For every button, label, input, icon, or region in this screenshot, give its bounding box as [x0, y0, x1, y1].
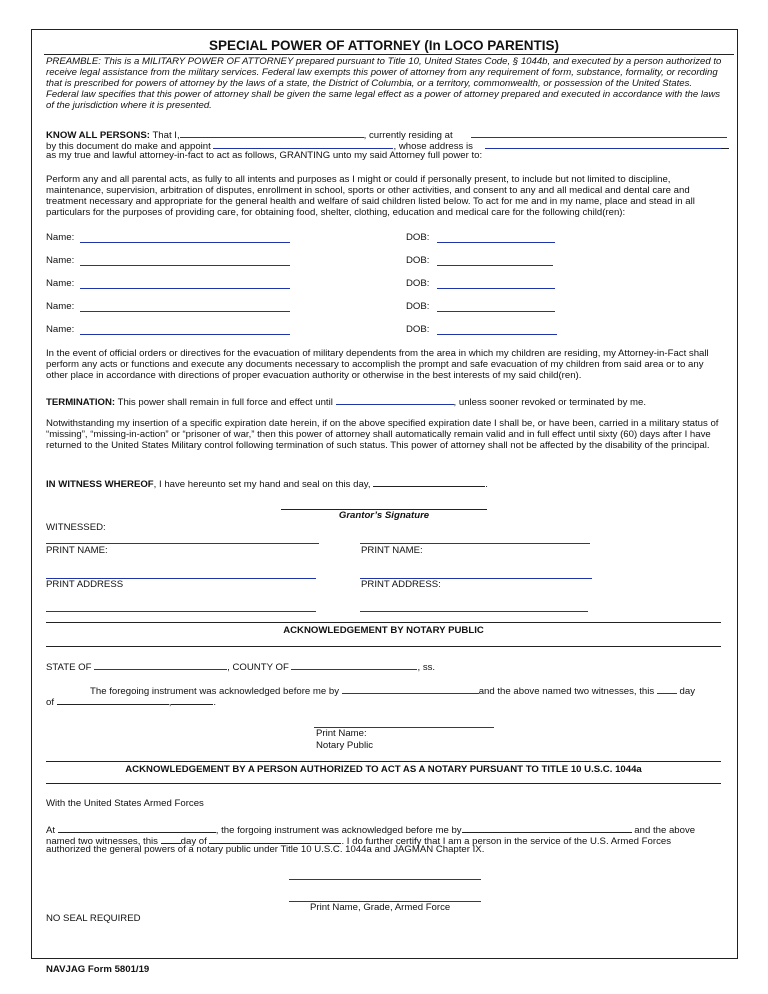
form-number: NAVJAG Form 5801/19 [46, 964, 150, 975]
acknowledged-by-field[interactable] [342, 683, 479, 694]
child-3-name-label: Name: [46, 278, 75, 289]
attorney-name-field[interactable] [213, 138, 393, 149]
child-3-name-field[interactable] [80, 288, 290, 289]
child-1-dob-field[interactable] [437, 242, 555, 243]
perform-paragraph [46, 174, 722, 218]
child-1-name-field[interactable] [80, 242, 290, 243]
witness-1-print-address-label: PRINT ADDRESS [46, 579, 124, 590]
child-3-dob-label: DOB: [406, 278, 430, 289]
child-2-dob-label: DOB: [406, 255, 430, 266]
principal-address-field[interactable] [471, 137, 727, 138]
print-grade-label: Print Name, Grade, Armed Force [310, 902, 451, 913]
witness-line [46, 476, 488, 490]
ss-label: , ss. [417, 662, 436, 673]
witnessed-label: WITNESSED: [46, 522, 106, 533]
witness-heading: IN WITNESS WHEREOF [46, 479, 154, 490]
child-4-dob-field[interactable] [437, 311, 555, 312]
title-rule [44, 54, 734, 55]
witness-2-signature-field[interactable] [360, 543, 590, 544]
child-2-dob-field[interactable] [437, 265, 553, 266]
state-county-line [46, 659, 435, 673]
address-tail [721, 148, 729, 149]
termination-tail: , unless sooner revoked or terminated by me. [453, 397, 647, 408]
at-label: At [46, 825, 56, 836]
evacuation-paragraph: In the event of official orders or directives for the evacuation of military dependents from the area in which my children are residing, my Attorney-in-Fact shall perform any acts or functions and execute any documents necessary to accomplish the prompt and safe evacuation of my children from said area or to any other place in accordance with directions of proper evacuation authority or otherwise in the best interests of my said child(ren). [46, 348, 709, 381]
authorized-day-field[interactable] [161, 833, 181, 844]
authorized-rule-top [46, 761, 721, 762]
notary-public-label: Notary Public [316, 740, 374, 751]
child-5-name-field[interactable] [80, 334, 290, 335]
know-all-heading: KNOW ALL PERSONS: [46, 130, 150, 141]
authorized-location-field[interactable] [58, 822, 216, 833]
child-5-dob-field[interactable] [437, 334, 557, 335]
of-label: of [46, 697, 55, 708]
day-label: day [679, 686, 695, 697]
form-title: SPECIAL POWER OF ATTORNEY (In LOCO PARENTIS) [208, 38, 560, 53]
notwithstanding-paragraph: Notwithstanding my insertion of a specific expiration date herein, if on the above specified expiration date I shall be, or have been, carried in a military status of “missing”, “missing-in-action” or “prisoner of war,” then this power of attorney shall automatically remain valid and in full effect until sixty (60) days after I have returned to the United States Military control following termination of such status. This power of attorney shall not be affected by the disability of the principal. [46, 418, 719, 451]
termination-heading: TERMINATION: [46, 397, 116, 408]
state-field[interactable] [94, 659, 227, 670]
notary-rule-bottom [46, 646, 721, 647]
child-5-dob-label: DOB: [406, 324, 430, 335]
certify-label: . I do further certify that I am a person in the service of the U.S. Armed Forces [341, 836, 671, 847]
child-1-dob-label: DOB: [406, 232, 430, 243]
notary-rule-top [46, 622, 721, 623]
no-seal-label: NO SEAL REQUIRED [46, 913, 141, 924]
authorized-heading: ACKNOWLEDGEMENT BY A PERSON AUTHORIZED TO ACT AS A NOTARY PURSUANT TO TITLE 10 U.S.C. 1044a [125, 764, 642, 775]
notary-year-field[interactable] [171, 694, 213, 705]
witness-1-address-field[interactable] [46, 611, 316, 612]
attorney-address-field[interactable] [485, 148, 721, 149]
child-4-dob-label: DOB: [406, 301, 430, 312]
witness-2-print-address-label: PRINT ADDRESS: [361, 579, 441, 590]
perform-text: Perform any and all parental acts, as fully to all intents and purposes as I might or could if personally present, to include but not limited to discipline, maintenance, supervision, arbitration of disputes, enrollment in school, sports or other activities, and consent to any and all medical and dental care and treatment necessary and appropriate for the general health and welfare of said children listed below. To act for me and in my name, place and stead in all particulars for the purposes of providing care, for obtaining food, shelter, clothing, education and medical care for the following child(ren) [46, 174, 695, 218]
preamble: PREAMBLE: This is a MILITARY POWER OF ATTORNEY prepared pursuant to Title 10, United States Code, § 1044b, and executed by a person authorized to receive legal assistance from the military services. Federal law exempts this power of attorney from any requirement of form, substance, formality, or recording that is prescribed for powers of attorney by the laws of a state, the District of Columbia, or a territory, commonwealth, or possession of the United States. Federal law specifies that this power of attorney shall be given the same legal effect as a power of attorney prepared and executed in accordance with the laws of the jurisdiction where it is presented. [46, 56, 722, 111]
child-4-name-field[interactable] [80, 311, 290, 312]
forgoing-label: , the forgoing instrument was acknowledged before me by [215, 825, 462, 836]
county-label: , COUNTY OF [227, 662, 289, 673]
foregoing-label: The foregoing instrument was acknowledged before me by [90, 686, 340, 697]
authorized-signature-field[interactable] [289, 879, 481, 880]
termination-date-field[interactable] [336, 394, 454, 405]
residing-label: , currently residing at [363, 130, 453, 141]
witness-text: , I have hereunto set my hand and seal on this day, [153, 479, 371, 490]
witness-date-field[interactable] [373, 476, 485, 487]
child-2-name-label: Name: [46, 255, 75, 266]
state-label: STATE OF [46, 662, 92, 673]
notary-day-field[interactable] [657, 683, 677, 694]
form-border [31, 29, 738, 959]
grantor-signature-label: Grantor’s Signature [338, 510, 430, 521]
authorized-month-field[interactable] [209, 833, 341, 844]
authorized-general-text: authorized the general powers of a notary public under Title 10 U.S.C. 1044a and JAGMAN Chapter IX. [46, 844, 485, 855]
termination-line [46, 394, 646, 408]
authorized-rule-bottom [46, 783, 721, 784]
notary-heading: ACKNOWLEDGEMENT BY NOTARY PUBLIC [283, 625, 484, 636]
of-period: . [213, 697, 217, 708]
that-i-label: That I, [152, 130, 180, 141]
notary-print-name-label: Print Name: [316, 728, 367, 739]
granting-text: as my true and lawful attorney-in-fact to act as follows, GRANTING unto my said Attorney full power to: [46, 150, 483, 161]
of-comma: , [168, 697, 172, 708]
armed-forces-label: With the United States Armed Forces [46, 798, 204, 809]
notary-of-line [46, 694, 216, 708]
appoint-label: by this document do make and appoint [46, 141, 211, 152]
witness-2-print-name-label: PRINT NAME: [361, 545, 423, 556]
child-4-name-label: Name: [46, 301, 75, 312]
notary-month-field[interactable] [57, 694, 169, 705]
witness-1-print-name-label: PRINT NAME: [46, 545, 108, 556]
county-field[interactable] [291, 659, 417, 670]
perform-colon: : [622, 207, 626, 218]
day-of-label: day of [180, 836, 207, 847]
authorized-acknowledged-by-field[interactable] [462, 822, 632, 833]
named-two-label: named two witnesses, this [46, 836, 158, 847]
witness-end: . [485, 479, 488, 490]
child-3-dob-field[interactable] [437, 288, 555, 289]
child-1-name-label: Name: [46, 232, 75, 243]
child-5-name-label: Name: [46, 324, 75, 335]
and-above-label: and the above [634, 825, 696, 836]
principal-name-field[interactable] [180, 127, 364, 138]
child-2-name-field[interactable] [80, 265, 290, 266]
whose-address-label: , whose address is [393, 141, 473, 152]
witness-2-address-field[interactable] [360, 611, 588, 612]
witnesses-label: and the above named two witnesses, this [478, 686, 655, 697]
termination-text: This power shall remain in full force and effect until [117, 397, 333, 408]
witness-1-signature-field[interactable] [46, 543, 319, 544]
